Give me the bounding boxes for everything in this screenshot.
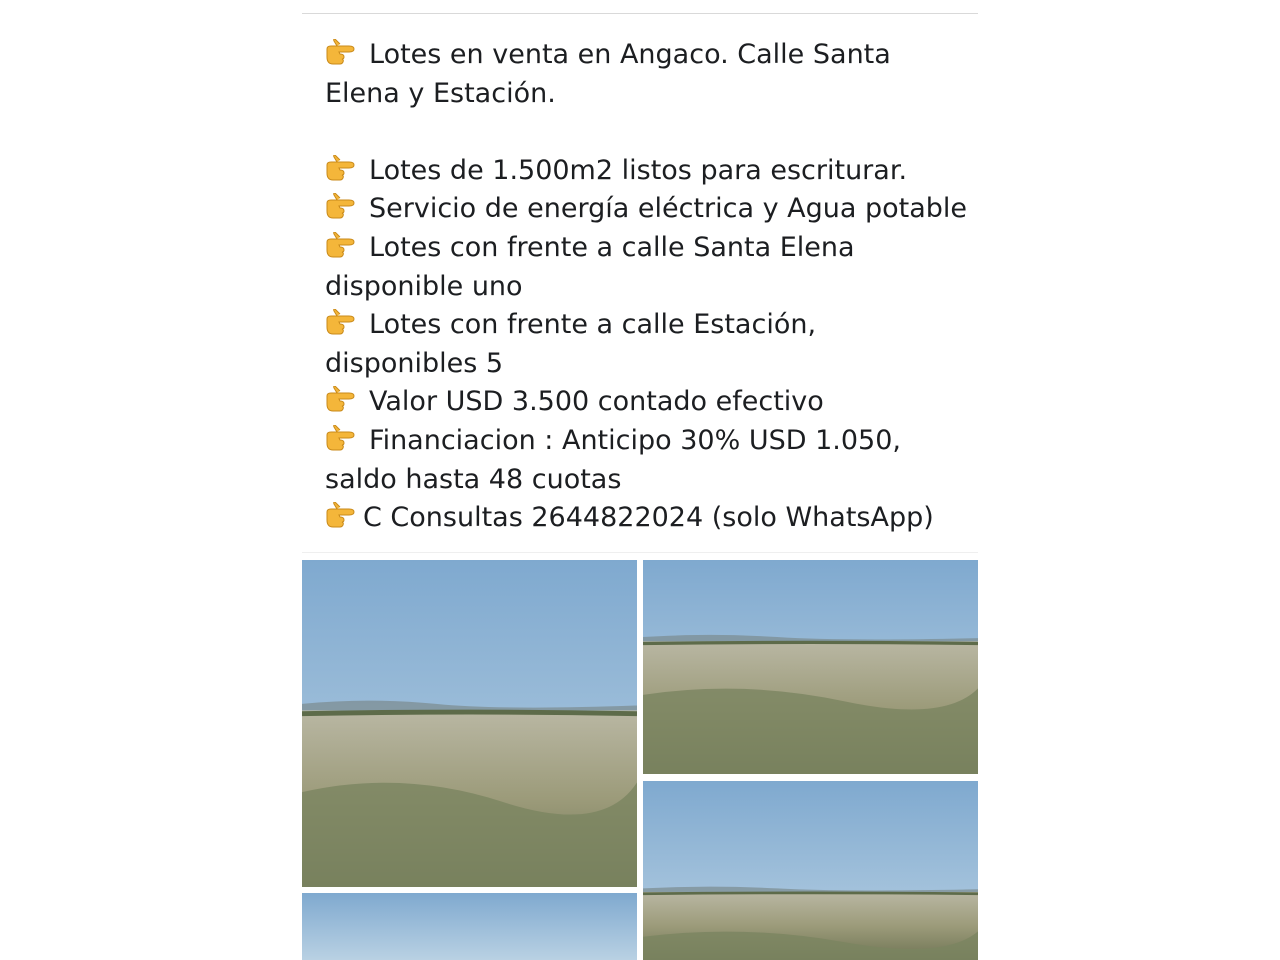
post-line-text: saldo hasta 48 cuotas — [325, 463, 622, 495]
post-line-text: disponible uno — [325, 270, 523, 302]
pointing-right-hand-icon — [325, 155, 361, 183]
post-line — [325, 190, 975, 229]
post-line-text: Lotes de 1.500m2 listos para escriturar. — [369, 154, 908, 186]
post-line-text: Financiacion : Anticipo 30% USD 1.050, — [369, 424, 901, 456]
lot-photo-1[interactable] — [302, 560, 637, 887]
text-photo-divider — [302, 552, 978, 553]
post-line-text: C Consultas 2644822024 (solo WhatsApp) — [363, 502, 934, 534]
post-text — [325, 36, 975, 538]
top-divider — [302, 13, 978, 14]
post-line-text: disponibles 5 — [325, 347, 504, 379]
pointing-right-hand-icon — [325, 386, 361, 414]
post-line — [325, 268, 975, 307]
post-line — [325, 75, 975, 114]
post-line — [325, 499, 975, 538]
post-line-text: Valor USD 3.500 contado efectivo — [369, 386, 824, 418]
lot-photo-2[interactable] — [643, 560, 978, 774]
pointing-right-hand-icon — [325, 502, 361, 530]
post-line — [325, 306, 975, 345]
post-line — [325, 383, 975, 422]
post-line-text: Lotes con frente a calle Santa Elena — [369, 231, 855, 263]
lot-photo-4[interactable] — [302, 893, 637, 960]
post-line — [325, 422, 975, 461]
post-line-text: Lotes en venta en Angaco. Calle Santa — [369, 39, 891, 70]
pointing-right-hand-icon — [325, 39, 361, 67]
post-card — [302, 0, 978, 960]
post-line-text: Elena y Estación. — [325, 77, 556, 109]
post-line — [325, 229, 975, 268]
pointing-right-hand-icon — [325, 193, 361, 221]
lot-photo-3[interactable] — [643, 781, 978, 960]
line-spacer — [325, 113, 975, 152]
post-line-text: Servicio de energía eléctrica y Agua potable — [369, 193, 968, 225]
pointing-right-hand-icon — [325, 309, 361, 337]
pointing-right-hand-icon — [325, 425, 361, 453]
pointing-right-hand-icon — [325, 232, 361, 260]
post-line-text: Lotes con frente a calle Estación, — [369, 309, 817, 341]
post-line — [325, 461, 975, 500]
post-line — [325, 345, 975, 384]
post-line — [325, 152, 975, 191]
post-line — [325, 36, 975, 75]
